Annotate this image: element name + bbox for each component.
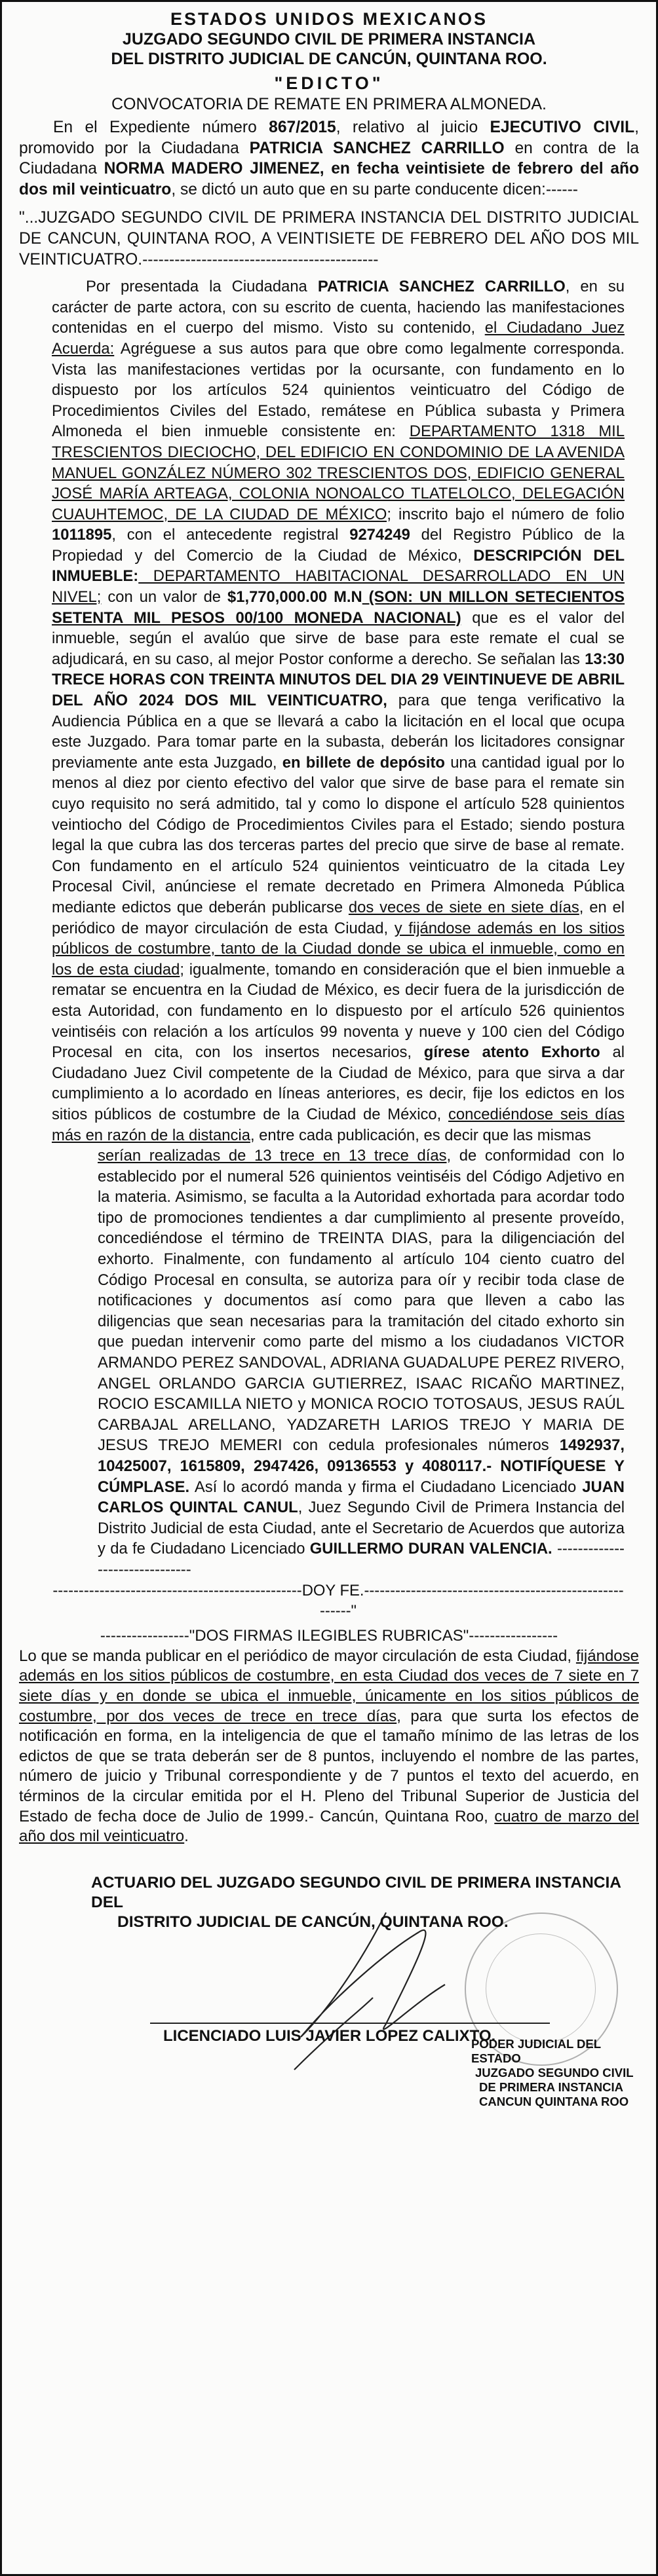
body-text: , con el antecedente registral: [111, 526, 350, 544]
body-exhorto: gírese atento Exhorto: [423, 1043, 600, 1062]
body-juez-nombre: JUAN CARLOS QUINTAL CANUL: [98, 1478, 625, 1517]
auto-body: [19, 276, 639, 1622]
body-text: que es el valor del inmueble, según el avalúo que sirve de base para este remate el cual se adjudicará, en su caso, al mejor Postor conforme a derecho. Se señalan las: [52, 608, 625, 668]
header-district: DEL DISTRITO JUDICIAL DE CANCÚN, QUINTANA ROO.: [111, 50, 547, 68]
auto-paragraph-2: [52, 1146, 625, 1580]
poder-line-3: DE PRIMERA INSTANCIA: [479, 2080, 623, 2094]
body-text: inscrito bajo el número de folio: [391, 505, 625, 523]
demandada-name: NORMA MADERO JIMENEZ: [104, 160, 320, 178]
body-cedulas: 1492937, 10425007, 1615809, 2947426, 09136553 y 4080117.- NOTIFÍQUESE Y CÚMPLASE.: [98, 1436, 625, 1496]
closing-text: .: [184, 1827, 189, 1846]
body-juez-acuerda: el Ciudadano Juez Acuerda:: [52, 319, 625, 358]
closing-fijandose: fijándose además en los sitios públicos de costumbre, en esta Ciudad dos veces de 7 siete en 7 siete días y en donde se ubica el inmueble, únicamente en los sitios públicos de costumbre, por dos veces de trece en trece días: [19, 1647, 639, 1725]
body-text: con un valor de: [101, 588, 227, 607]
convocatoria-title: CONVOCATORIA DE REMATE EN PRIMERA ALMONEDA.: [111, 95, 547, 113]
closing-paragraph: [19, 1647, 639, 1847]
body-folio: 1011895: [52, 526, 112, 544]
intro-fecha: , en fecha veintisiete de febrero del año dos mil veinticuatro: [19, 160, 639, 198]
body-text: al Ciudadano Juez Civil competente de la Ciudad de México, para que sirva a dar cumplimiento a lo acordado en líneas anteriores, es decir, fije los edictos en los sitios públicos de costumbre de la Ciudad de México,: [52, 1043, 625, 1123]
actuario-line-1: ACTUARIO DEL JUZGADO SEGUNDO CIVIL DE PRIMERA INSTANCIA DEL: [91, 1873, 621, 1911]
closing-fecha: cuatro de marzo del año dos mil veinticuatro: [19, 1807, 640, 1846]
body-text: para que tenga verificativo la Audiencia Pública en a que se llevará a cabo la licitación en el local que ocupa este Juzgado. Para tomar parte en la subasta, deberán los licitadores consignar previamente ante esta Juzgado,: [52, 692, 625, 772]
juicio-type: EJECUTIVO CIVIL: [490, 119, 635, 136]
body-text: , Juez Segundo Civil de Primera Instancia del Distrito Judicial de esta Ciudad, ante el Secretario de Acuerdos que autoriza y da fe Ciudadano Licenciado: [98, 1499, 625, 1558]
actora-name: PATRICIA SANCHEZ CARRILLO: [249, 139, 505, 157]
body-serian: serían realizadas de 13 trece en 13 trece días: [98, 1147, 447, 1165]
intro-text-3: , promovido por la Ciudadana: [19, 119, 639, 157]
body-inmueble: DEPARTAMENTO 1318 MIL TRESCIENTOS DIECIOCHO, DEL EDIFICIO EN CONDOMINIO DE LA AVENIDA MANUEL GONZÁLEZ NÚMERO 302 TRESCIENTOS DOS, EDIFICIO GENERAL JOSÉ MARÍA ARTEAGA, COLONIA NONOALCO TLATELOLCO, DELEGACIÓN CUAUHTEMOC, DE LA CIUDAD DE MÉXICO;: [52, 422, 625, 523]
signature-block: [19, 1873, 639, 2214]
body-departamento: DEPARTAMENTO HABITACIONAL DESARROLLADO EN UN NIVEL;: [52, 567, 625, 607]
body-descripcion: DESCRIPCIÓN DEL INMUEBLE:: [52, 546, 625, 586]
body-text: ; igualmente, tomando en consideración que el bien inmueble a rematar se encuentra en la Ciudad de México, es decir fuera de la jurisdicción de esta Autoridad, con fundamento en lo dispuesto por el artículo 526 quinientos veintiséis con relación a los artículos 99 noventa y nueve y 100 cien del Código Procesal en cita, con los insertos necesarios,: [52, 960, 625, 1062]
body-text: , entre cada publicación, es decir que las mismas: [250, 1126, 591, 1144]
document-header: [19, 9, 639, 115]
body-valor: $1,770,000.00 M.N: [227, 588, 362, 607]
body-valor-letra: (SON: UN MILLON SETECIENTOS SETENTA MIL PESOS 00/100 MONEDA NACIONAL): [52, 588, 625, 627]
body-dos-veces: dos veces de siete en siete días: [348, 898, 579, 916]
poder-line-2: JUZGADO SEGUNDO CIVIL: [475, 2065, 634, 2080]
poder-line-1: PODER JUDICIAL DEL ESTADO: [471, 2036, 601, 2065]
closing-text: , para que surta los efectos de notificación en forma, en la inteligencia de que el tamaño mínimo de las letras de los edictos de que se trata deberán ser de 8 puntos, incluyendo el nombre de las partes, número de juicio y Tribunal correspondiente y de 7 puntos el texto del acuerdo, en términos de la circular emitida por el H. Pleno del Tribunal Superior de Justicia del Estado de fecha doce de Julio de 1999.- Cancún, Quintana Roo,: [19, 1707, 639, 1825]
licenciado-name: LICENCIADO LUIS JAVIER LOPEZ CALIXTO.: [163, 2026, 496, 2045]
intro-text-6: , se dictó un auto que en su parte conducente dicen:------: [171, 180, 578, 198]
body-text: Así lo acordó manda y firma el Ciudadano Licenciado: [189, 1478, 583, 1496]
body-seis-dias: concediéndose seis días más en razón de la distancia: [52, 1105, 625, 1144]
body-registral: 9274249: [349, 526, 410, 544]
closing-text: Lo que se manda publicar en el periódico de mayor circulación de esta Ciudad,: [19, 1647, 576, 1665]
body-text: una cantidad igual por lo menos al diez por ciento efectivo del valor que sirve de base para el remate sin cuyo requisito no será admitido, tal y como lo dispone el artículo 528 quinientos veintiocho del Código de Procedimientos Civiles para el Estado; siendo postura legal la que cubra las dos terceras partes del precio que sirve de base al remate. Con fundamento en el artículo 524 quinientos veinticuatro de la citada Ley Procesal Civil, anúnciese el remate decretado en Primera Almoneda Pública mediante edictos que deberán publicarse: [52, 753, 625, 916]
header-court: JUZGADO SEGUNDO CIVIL DE PRIMERA INSTANCIA: [122, 30, 536, 48]
body-text: del Registro Público de la Propiedad y del Comercio de la Ciudad de México,: [52, 526, 625, 565]
intro-paragraph: [19, 117, 639, 200]
body-text: , en el periódico de mayor circulación de esta Ciudad,: [52, 898, 625, 937]
body-actora: PATRICIA SANCHEZ CARRILLO: [317, 278, 566, 296]
auto-paragraph-1: [52, 276, 625, 1146]
body-secretario: GUILLERMO DURAN VALENCIA.: [309, 1540, 552, 1558]
signature-line: [150, 2023, 550, 2024]
body-fijandose: y fijándose además en los sitios públicos de costumbre, tanto de la Ciudad donde se ubica el inmueble, como en los de esta ciudad: [52, 919, 625, 979]
poder-line-4: CANCUN QUINTANA ROO: [479, 2094, 629, 2108]
body-text: , en su carácter de parte actora, con su escrito de cuenta, haciendo las manifestaciones contenidas en el cuerpo del mismo. Visto su contenido,: [52, 278, 625, 337]
poder-judicial-stamp: [471, 2037, 648, 2109]
body-text: , de conformidad con lo establecido por el numeral 526 quinientos veintiséis del Código Adjetivo en la materia. Asimismo, se faculta a la Autoridad exhortada para acordar todo tipo de promociones tendientes a dar cumplimiento al presente proveído, concediéndose el término de TREINTA DIAS, para la diligenciación del exhorto. Finalmente, con fundamento al artículo 104 ciento cuatro del Código Procesal en consulta, se autoriza para oír y recibir toda clase de notificaciones y documentos así como para que lleven a cabo las diligencias que sean necesarias para la tramitación del citado exhorto sin que puedan intervenir como parte del mismo a los ciudadanos VICTOR ARMANDO PEREZ SANDOVAL, ADRIANA GUADALUPE PEREZ RIVERO, ANGEL ORLANDO GARCIA GUTIERREZ, ISAAC RICAÑO MARTINEZ, ROCIO ESCAMILLA NIETO y MONICA ROCIO TOTOSAUS, JESUS RAÚL CARBAJAL ARELLANO, YADZARETH LARIOS TREJO Y MARIA DE JESUS TREJO MEMERI con cedula profesionales números: [98, 1147, 625, 1455]
body-text: Por presentada la Ciudadana: [86, 278, 318, 296]
body-fecha-audiencia: 13:30 TRECE HORAS CON TREINTA MINUTOS DEL DIA 29 VEINTINUEVE DE ABRIL DEL AÑO 2024 DOS MIL VEINTICUATRO,: [52, 650, 625, 710]
intro-text-1: En el Expediente número: [53, 119, 269, 136]
header-country: ESTADOS UNIDOS MEXICANOS: [170, 9, 488, 29]
body-dashes: -------------------------------: [98, 1540, 625, 1578]
intro-text-4: en contra de la Ciudadana: [19, 139, 639, 178]
actuario-line-2: DISTRITO JUDICIAL DE CANCÚN, QUINTANA ROO.: [117, 1913, 509, 1931]
intro-text-2: , relativo al juicio: [336, 119, 490, 136]
body-text: Agréguese a sus autos para que obre como legalmente corresponda. Vista las manifestaciones vertidas por la ocursante, con fundamento en lo dispuesto por los artículos 524 quinientos veinticuatro del Código de Procedimientos Civiles del Estado, remátese en Pública subasta y Primera Almoneda el bien inmueble consistente en:: [52, 339, 625, 441]
edicto-title: "EDICTO": [274, 73, 384, 93]
expediente-number: 867/2015: [269, 119, 336, 136]
doy-fe: ------------------------------------------------DOY FE.--------------------------------------------------------": [52, 1581, 624, 1620]
auto-header: "...JUZGADO SEGUNDO CIVIL DE PRIMERA INSTANCIA DEL DISTRITO JUDICIAL DE CANCUN, QUINTANA ROO, A VEINTISIETE DE FEBRERO DEL AÑO DOS MIL VEINTICUATRO.--------------------------------------------: [19, 209, 639, 269]
body-billete: en billete de depósito: [282, 753, 445, 772]
actuario-title: [91, 1873, 655, 1932]
firmas-ilegibles: -----------------"DOS FIRMAS ILEGIBLES RUBRICAS"-----------------: [100, 1626, 558, 1645]
